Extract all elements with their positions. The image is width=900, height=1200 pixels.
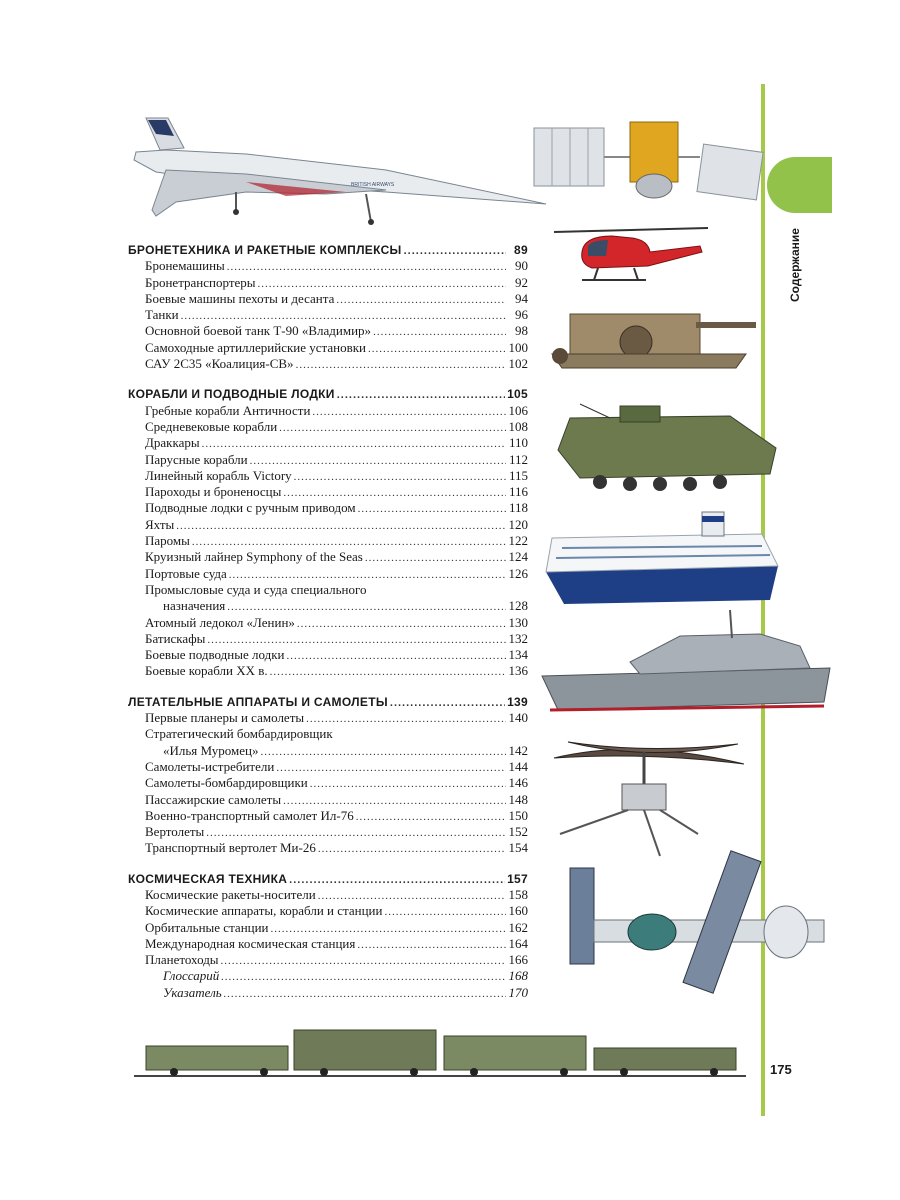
toc-section bbox=[128, 871, 528, 1001]
toc-item[interactable]: Орбитальные станции ..... 162 bbox=[128, 920, 528, 936]
toc-item[interactable]: Портовые суда ..... 126 bbox=[128, 566, 528, 582]
toc-item[interactable]: Батискафы ..... 132 bbox=[128, 631, 528, 647]
amphibious-vehicle-image bbox=[540, 398, 780, 494]
satellite-image bbox=[530, 114, 768, 210]
toc-item-continuation[interactable]: назначения ..... 128 bbox=[128, 598, 528, 614]
side-label: Содержание bbox=[788, 228, 802, 302]
toc-item[interactable]: Транспортный вертолет Ми-26 ..... 154 bbox=[128, 840, 528, 856]
toc-item[interactable]: Драккары ..... 110 bbox=[128, 435, 528, 451]
toc-item[interactable]: Боевые машины пехоты и десанта ..... 94 bbox=[128, 291, 528, 307]
toc-section-heading[interactable]: КОСМИЧЕСКАЯ ТЕХНИКА ..... 157 bbox=[128, 871, 528, 887]
toc-item[interactable]: САУ 2С35 «Коалиция-СВ» ..... 102 bbox=[128, 356, 528, 372]
toc-index[interactable]: Указатель ..... 170 bbox=[128, 985, 528, 1001]
warship-image bbox=[540, 606, 832, 718]
table-of-contents bbox=[128, 242, 528, 1015]
toc-item[interactable]: Вертолеты ..... 152 bbox=[128, 824, 528, 840]
toc-item[interactable]: Круизный лайнер Symphony of the Seas ..... 124 bbox=[128, 549, 528, 565]
toc-section-heading[interactable]: КОРАБЛИ И ПОДВОДНЫЕ ЛОДКИ ..... 105 bbox=[128, 386, 528, 402]
toc-item[interactable]: Самоходные артиллерийские установки ..... 100 bbox=[128, 340, 528, 356]
toc-item[interactable]: Линейный корабль Victory ..... 115 bbox=[128, 468, 528, 484]
toc-item[interactable]: Паромы ..... 122 bbox=[128, 533, 528, 549]
toc-section bbox=[128, 386, 528, 679]
toc-item[interactable]: Планетоходы ..... 166 bbox=[128, 952, 528, 968]
armored-train-image bbox=[134, 1020, 746, 1080]
toc-section bbox=[128, 242, 528, 372]
page-number: 175 bbox=[770, 1062, 792, 1077]
toc-item[interactable]: Самолеты-истребители ..... 144 bbox=[128, 759, 528, 775]
toc-item[interactable]: Бронетранспортеры ..... 92 bbox=[128, 275, 528, 291]
toc-item[interactable]: Подводные лодки с ручным приводом ..... 118 bbox=[128, 500, 528, 516]
toc-section bbox=[128, 694, 528, 857]
toc-item[interactable]: Танки ..... 96 bbox=[128, 307, 528, 323]
airline-livery-text: BRITISH AIRWAYS bbox=[351, 182, 395, 188]
mars-helicopter-image bbox=[548, 734, 748, 860]
toc-item[interactable]: Промысловые суда и суда специального bbox=[145, 581, 367, 597]
toc-item[interactable]: Космические ракеты-носители ..... 158 bbox=[128, 887, 528, 903]
toc-item[interactable]: Парусные корабли ..... 112 bbox=[128, 452, 528, 468]
toc-item-continuation[interactable]: «Илья Муромец» ..... 142 bbox=[128, 743, 528, 759]
toc-item[interactable]: Международная космическая станция ..... 164 bbox=[128, 936, 528, 952]
toc-item[interactable]: Средневековые корабли ..... 108 bbox=[128, 419, 528, 435]
toc-item[interactable]: Боевые корабли XX в. ..... 136 bbox=[128, 663, 528, 679]
toc-glossary[interactable]: Глоссарий ..... 168 bbox=[128, 968, 528, 984]
toc-item[interactable]: Стратегический бомбардировщик bbox=[145, 726, 333, 742]
space-station-image bbox=[556, 848, 832, 998]
artillery-vehicle-image bbox=[546, 306, 766, 372]
toc-item[interactable]: Пароходы и броненосцы ..... 116 bbox=[128, 484, 528, 500]
concorde-image bbox=[126, 112, 551, 227]
toc-item[interactable]: Яхты ..... 120 bbox=[128, 517, 528, 533]
toc-section-heading[interactable]: ЛЕТАТЕЛЬНЫЕ АППАРАТЫ И САМОЛЕТЫ ..... 139 bbox=[128, 694, 528, 710]
cruise-liner-image bbox=[542, 508, 782, 608]
toc-item[interactable]: Военно-транспортный самолет Ил-76 ..... 150 bbox=[128, 808, 528, 824]
helicopter-image bbox=[552, 222, 712, 288]
toc-item[interactable]: Первые планеры и самолеты ..... 140 bbox=[128, 710, 528, 726]
toc-item[interactable]: Бронемашины ..... 90 bbox=[128, 258, 528, 274]
toc-item[interactable]: Гребные корабли Античности ..... 106 bbox=[128, 403, 528, 419]
toc-section-heading[interactable]: БРОНЕТЕХНИКА И РАКЕТНЫЕ КОМПЛЕКСЫ ..... 89 bbox=[128, 242, 528, 258]
toc-item[interactable]: Пассажирские самолеты ..... 148 bbox=[128, 792, 528, 808]
toc-item[interactable]: Атомный ледокол «Ленин» ..... 130 bbox=[128, 615, 528, 631]
section-tab bbox=[767, 157, 832, 213]
toc-item[interactable]: Боевые подводные лодки ..... 134 bbox=[128, 647, 528, 663]
toc-item[interactable]: Космические аппараты, корабли и станции ..... 160 bbox=[128, 903, 528, 919]
toc-item[interactable]: Самолеты-бомбардировщики ..... 146 bbox=[128, 775, 528, 791]
toc-item[interactable]: Основной боевой танк Т-90 «Владимир» ..... 98 bbox=[128, 323, 528, 339]
